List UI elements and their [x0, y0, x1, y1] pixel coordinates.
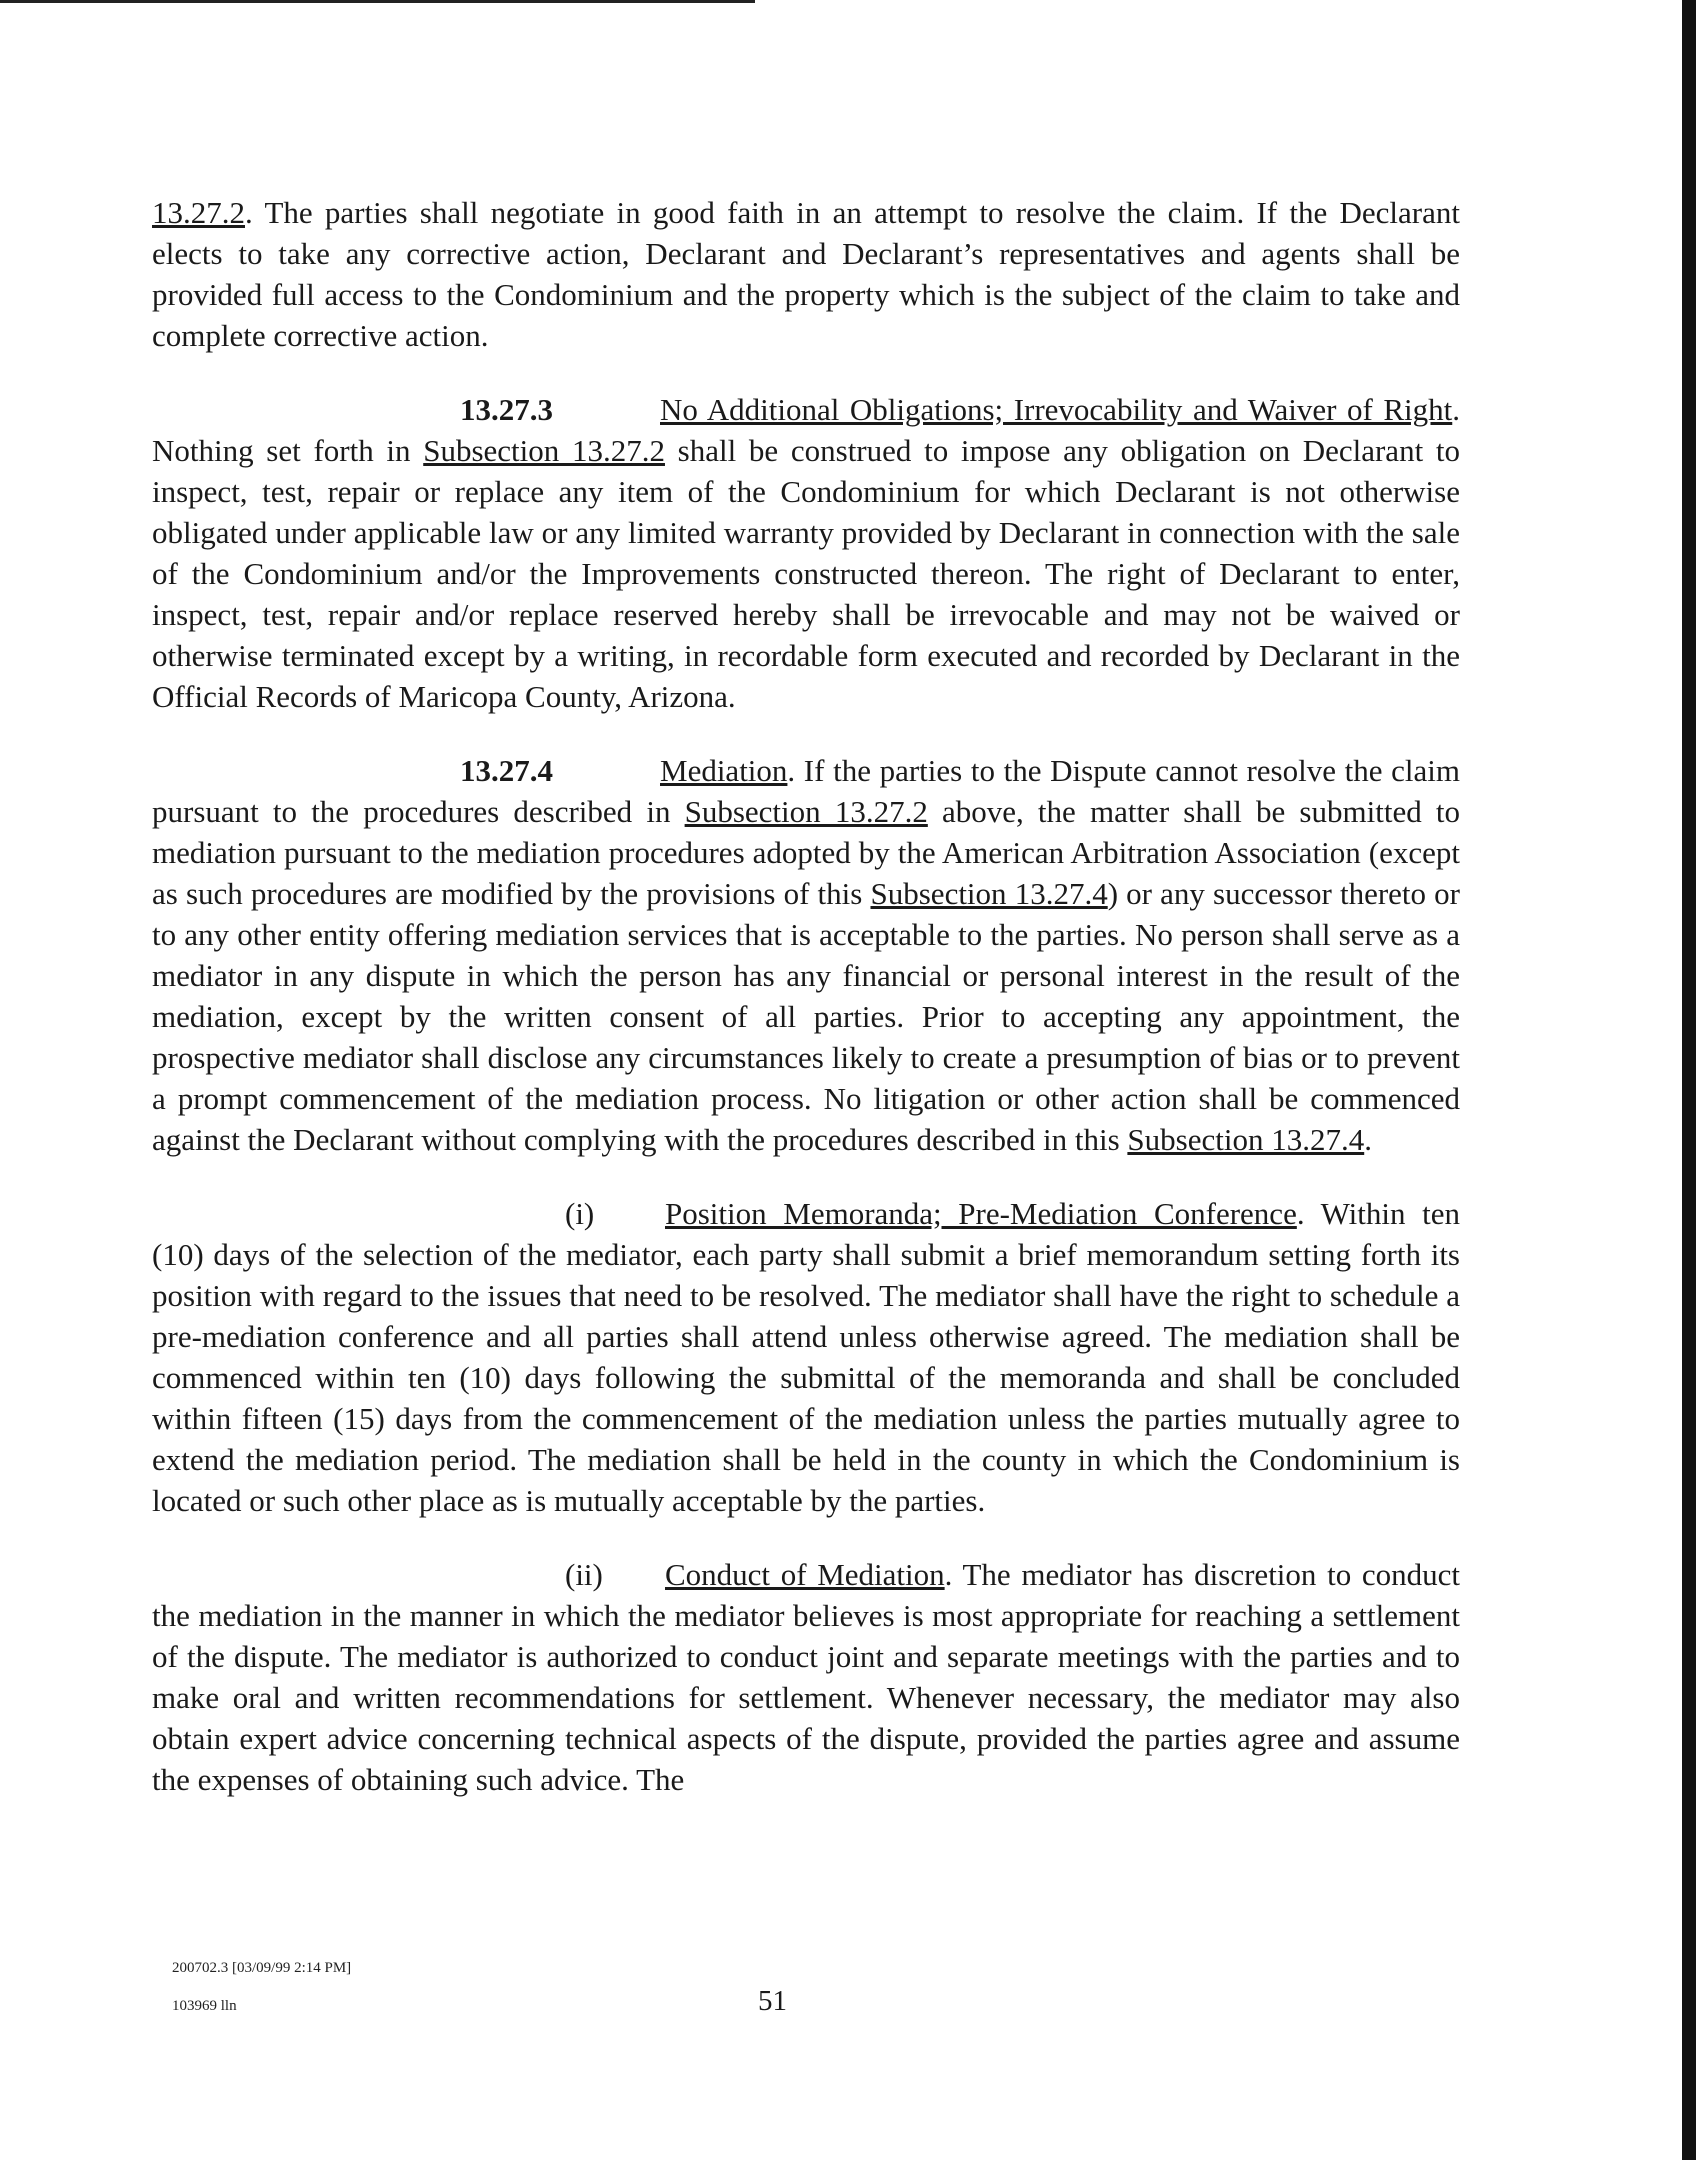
section-number-13273: 13.27.3: [460, 392, 553, 427]
subsection-heading-i: Position Memoranda; Pre-Mediation Conference: [665, 1196, 1297, 1231]
section-number-13274: 13.27.4: [460, 753, 553, 788]
subsection-number-i: (i): [565, 1196, 595, 1231]
scan-edge: [1682, 0, 1696, 2160]
section-13273-text-a: . Nothing set forth in: [152, 392, 1460, 468]
section-heading-13273: No Additional Obligations; Irrevocability and Waiver of Right: [660, 392, 1453, 427]
subsection-ii-text: . The mediator has discretion to conduct the mediation in the manner in which the mediator believes is most appropriate for reaching a settlement of the dispute. The mediator is authorized to conduct joint and separate meetings with the parties and to make oral and written recommendations for settlement. Whenever necessary, the mediator may also obtain expert advice concerning technical aspects of the dispute, provided the parties agree and assume the expenses of obtaining such advice. The: [152, 1557, 1460, 1797]
subsection-heading-ii: Conduct of Mediation: [665, 1557, 945, 1592]
section-13274: [152, 750, 1460, 1160]
footer-doc-id: 200702.3 [03/09/99 2:14 PM]: [172, 1960, 352, 1976]
subsection-number-ii: (ii): [565, 1557, 603, 1592]
subsection-i-text: . Within ten (10) days of the selection of the mediator, each party shall submit a brief memorandum setting forth its position with regard to the issues that need to be resolved. The mediator shall have the right to schedule a pre-mediation conference and all parties shall attend unless otherwise agreed. The mediation shall be commenced within ten (10) days following the submittal of the memoranda and shall be concluded within fifteen (15) days from the commencement of the mediation unless the parties mutually agree to extend the mediation period. The mediation shall be held in the county in which the Condominium is located or such other place as is mutually acceptable by the parties.: [152, 1196, 1460, 1518]
footer-file-id: 103969 lln: [172, 1998, 237, 2014]
section-heading-13274: Mediation: [660, 753, 788, 788]
section-link-13272-b: Subsection 13.27.2: [684, 794, 928, 829]
section-13273: [152, 389, 1460, 717]
section-13274-text-a: . If the parties to the Dispute cannot resolve the claim pursuant to the procedures described in: [152, 753, 1460, 829]
section-ref-13272: 13.27.2: [152, 195, 245, 230]
section-13274-text-c: ) or any successor thereto or to any other entity offering mediation services that is acceptable to the parties. No person shall serve as a mediator in any dispute in which the person has any financial or personal interest in the result of the mediation, except by the written consent of all parties. Prior to accepting any appointment, the prospective mediator shall disclose any circumstances likely to create a presumption of bias or to prevent a prompt commencement of the mediation process. No litigation or other action shall be commenced against the Declarant without complying with the procedures described in this: [152, 876, 1461, 1157]
subsection-i: [152, 1193, 1460, 1521]
paragraph-13272: [152, 192, 1460, 356]
document-body: [152, 192, 1460, 1833]
paragraph-13272-text: . The parties shall negotiate in good faith in an attempt to resolve the claim. If the Declarant elects to take any corrective action, Declarant and Declarant’s representatives and agents shall be provided full access to the Condominium and the property which is the subject of the claim to take and complete corrective action.: [152, 195, 1460, 353]
top-rule: [0, 0, 755, 3]
section-link-13274: Subsection 13.27.4: [870, 876, 1108, 911]
section-13273-text-b: shall be construed to impose any obligation on Declarant to inspect, test, repair or replace any item of the Condominium for which Declarant is not otherwise obligated under applicable law or any limited warranty provided by Declarant in connection with the sale of the Condominium and/or the Improvements constructed thereon. The right of Declarant to enter, inspect, test, repair and/or replace reserved hereby shall be irrevocable and may not be waived or otherwise terminated except by a writing, in recordable form executed and recorded by Declarant in the Official Records of Maricopa County, Arizona.: [152, 433, 1460, 714]
section-link-13274-b: Subsection 13.27.4: [1127, 1122, 1365, 1157]
section-link-13272: Subsection 13.27.2: [423, 433, 665, 468]
subsection-ii: [152, 1554, 1460, 1800]
page-number: 51: [758, 1985, 787, 2017]
section-13274-text-b: above, the matter shall be submitted to mediation pursuant to the mediation procedures adopted by the American Arbitration Association (except as such procedures are modified by the provisions of this: [152, 794, 1460, 911]
section-13274-text-d: .: [1364, 1122, 1372, 1157]
